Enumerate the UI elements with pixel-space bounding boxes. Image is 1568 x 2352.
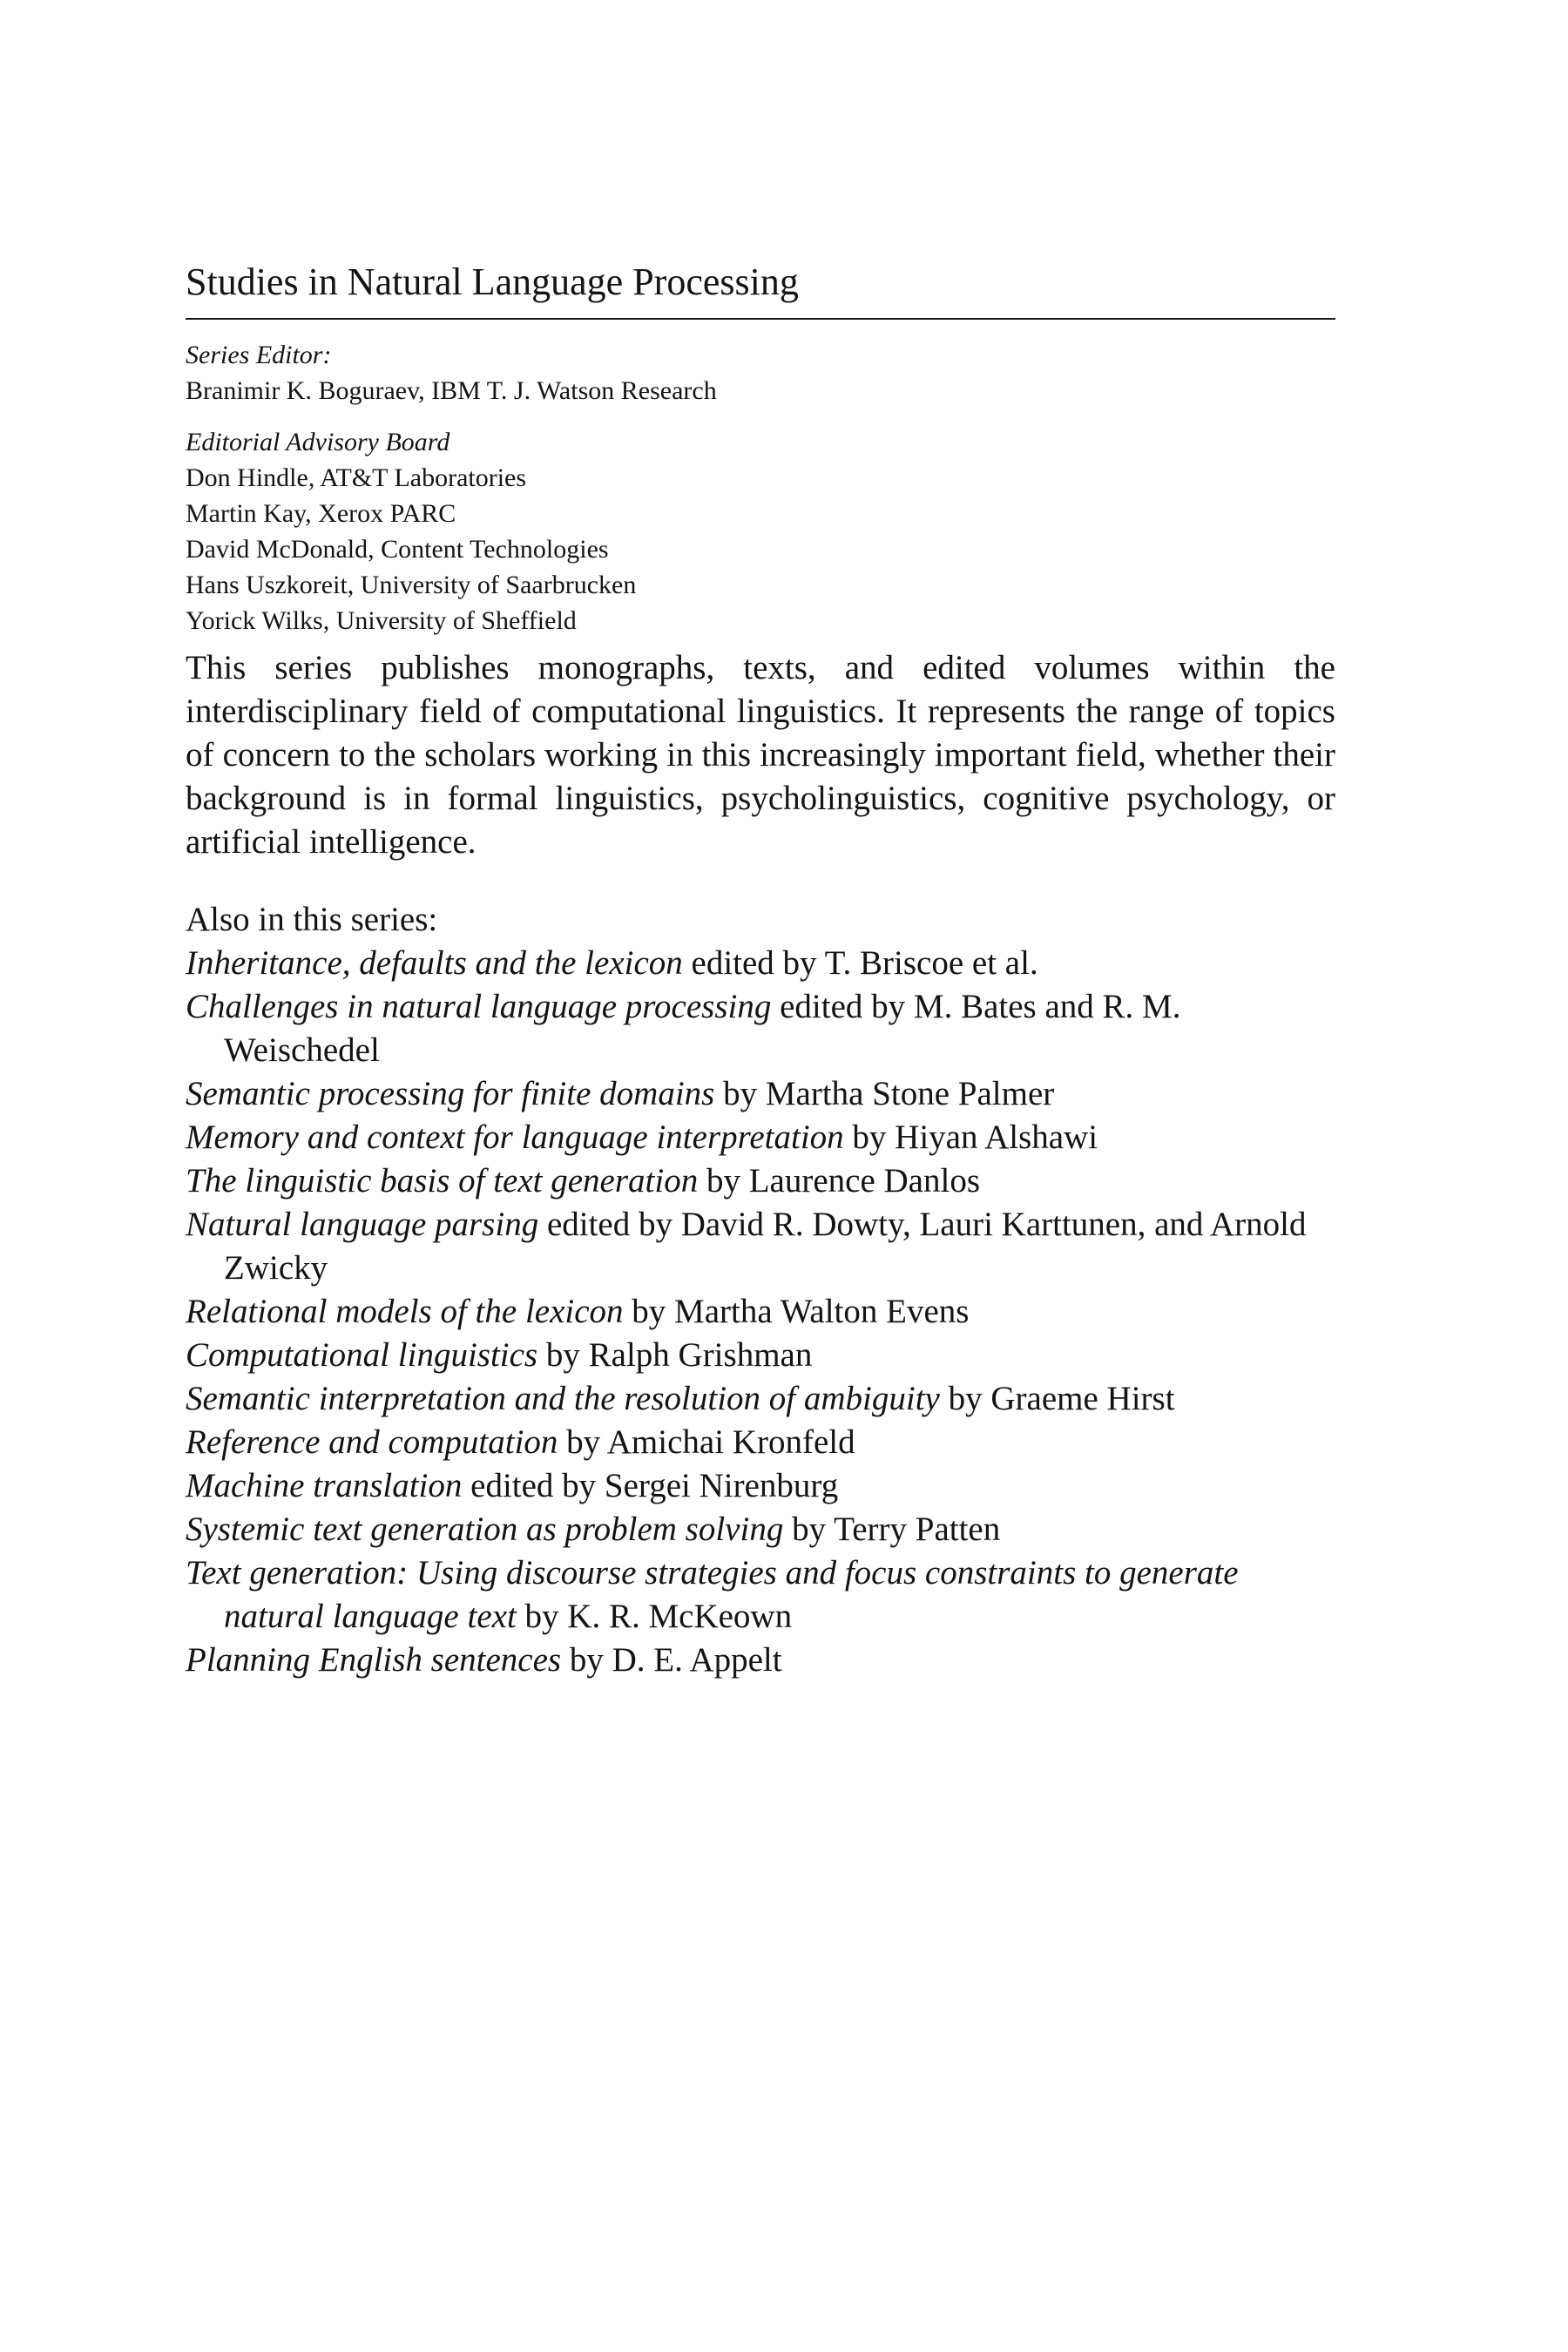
series-entry [186, 1116, 1335, 1159]
series-entry [186, 1290, 1335, 1334]
series-editor-block [186, 337, 717, 409]
entry-title: The linguistic basis of text generation [186, 1162, 699, 1200]
entry-title: Machine translation [186, 1467, 463, 1504]
entry-title: Planning English sentences [186, 1641, 562, 1679]
entry-title: Inheritance, defaults and the lexicon [186, 944, 683, 982]
entry-title: Systemic text generation as problem solving [186, 1511, 784, 1548]
series-entry [186, 1159, 1335, 1203]
entry-title: Semantic processing for finite domains [186, 1075, 715, 1112]
series-entry [186, 1334, 1335, 1377]
entry-credit: by Laurence Danlos [706, 1162, 980, 1200]
advisory-board-member: Hans Uszkoreit, University of Saarbrucken [186, 571, 637, 599]
entry-title: Text generation: Using discourse strategies and focus constraints to generate natural language text [186, 1554, 1239, 1635]
entry-title: Natural language parsing [186, 1206, 539, 1243]
series-entry [186, 1508, 1335, 1551]
series-entry [186, 1639, 1335, 1682]
advisory-board-block [186, 424, 636, 639]
entry-credit: edited by M. Bates and R. M. Weischedel [224, 988, 1181, 1069]
advisory-board-member: David McDonald, Content Technologies [186, 535, 609, 564]
entry-title: Semantic interpretation and the resolution of ambiguity [186, 1380, 940, 1417]
entry-credit: by D. E. Appelt [569, 1641, 782, 1679]
series-entry [186, 942, 1335, 985]
series-page [186, 0, 1335, 2352]
entry-title: Memory and context for language interpretation [186, 1119, 844, 1156]
advisory-board-member: Yorick Wilks, University of Sheffield [186, 606, 577, 635]
entry-credit: by Amichai Kronfeld [566, 1423, 855, 1461]
entry-credit: by Hiyan Alshawi [852, 1119, 1098, 1156]
series-description: This series publishes monographs, texts, and edited volumes within the interdisciplinary field of computational linguistics. It represents the range of topics of concern to the scholars working in this increasingly important field, whether their background is in formal linguistics, psycholinguistics, cognitive psychology, or artificial intelligence. [186, 649, 1335, 861]
entry-credit: by K. R. McKeown [524, 1598, 793, 1635]
entry-credit: edited by Sergei Nirenburg [470, 1467, 839, 1504]
series-title: Studies in Natural Language Processing [186, 260, 799, 303]
entry-credit: edited by T. Briscoe et al. [691, 944, 1038, 982]
advisory-board-heading: Editorial Advisory Board [186, 428, 450, 456]
advisory-board-member: Martin Kay, Xerox PARC [186, 499, 456, 528]
series-editor-heading: Series Editor: [186, 341, 332, 369]
also-in-series-heading: Also in this series: [186, 901, 438, 938]
series-entry [186, 985, 1335, 1072]
series-entry [186, 1421, 1335, 1464]
advisory-board-member: Don Hindle, AT&T Laboratories [186, 463, 527, 492]
entry-credit: edited by David R. Dowty, Lauri Karttunen, and Arnold Zwicky [224, 1206, 1307, 1287]
entry-title: Computational linguistics [186, 1336, 538, 1374]
entry-title: Reference and computation [186, 1423, 558, 1461]
entry-credit: by Martha Walton Evens [632, 1293, 970, 1330]
series-entry [186, 1203, 1335, 1290]
series-entry [186, 1072, 1335, 1116]
entry-title: Relational models of the lexicon [186, 1293, 624, 1330]
title-rule [186, 318, 1335, 320]
series-entry [186, 1551, 1335, 1639]
entry-credit: by Terry Patten [792, 1511, 1001, 1548]
series-entry [186, 1464, 1335, 1508]
series-entry [186, 1377, 1335, 1421]
series-editor-name: Branimir K. Boguraev, IBM T. J. Watson Research [186, 376, 717, 405]
entry-credit: by Martha Stone Palmer [723, 1075, 1055, 1112]
entry-title: Challenges in natural language processing [186, 988, 772, 1025]
also-in-series-list [186, 898, 1335, 1682]
entry-credit: by Ralph Grishman [545, 1336, 813, 1374]
entry-credit: by Graeme Hirst [948, 1380, 1175, 1417]
